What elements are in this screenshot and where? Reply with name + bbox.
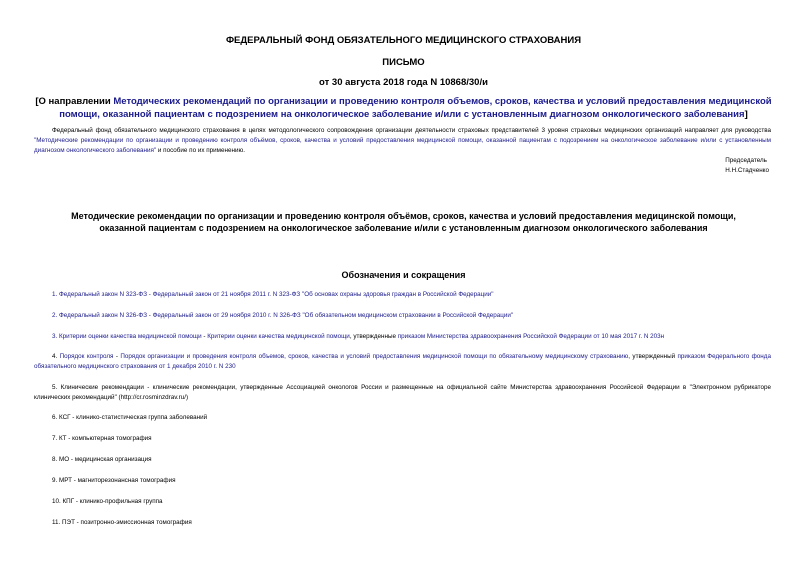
- item-text-pre: 5. Клинические рекомендации - клинические рекомендации, утвержденные Ассоциацией онкологов России и размещенные на официальной сайте Министерства здравоохранения Российской Федерации в "Электронном рубрикаторе клинических рекомендаций" (http://cr.rosminzdrav.ru/): [34, 384, 771, 401]
- item-text-pre: 6. КСГ - клинико-статистическая группа заболеваний: [52, 414, 208, 421]
- title-prefix: [О направлении: [35, 96, 114, 107]
- document-date-number: от 30 августа 2018 года N 10868/30/и: [319, 77, 488, 88]
- list-item: [34, 434, 771, 444]
- item-link-3[interactable]: приказом Министерства здравоохранения Российской Федерации от 10 мая 2017 г. N 203н: [397, 333, 665, 340]
- intro-text-after: и пособие по их применению.: [156, 147, 245, 154]
- signer-position: Председатель: [725, 157, 767, 164]
- list-item: [34, 455, 771, 465]
- item-link[interactable]: 3. Критерии оценки качества медицинской помощи: [52, 333, 202, 340]
- item-link-3[interactable]: приказом Федерального фонда обязательного медицинского страхования от 1 декабря 2010 г. N 230: [34, 353, 771, 370]
- list-item: [34, 413, 771, 423]
- item-text: -: [201, 333, 208, 340]
- item-text-pre: 11. ПЭТ - позитронно-эмиссионная томография: [52, 519, 192, 526]
- document-type: ПИСЬМО: [382, 57, 425, 68]
- item-link-2[interactable]: Порядок организации и проведения контроля объемов, сроков, качества и условий предоставления медицинской помощи по обязательному медицинскому страхованию: [120, 353, 629, 360]
- item-link[interactable]: 1. Федеральный закон N 323-ФЗ - Федеральный закон от 21 ноября 2011 г. N 323-ФЗ "Об основах охраны здоровья граждан в Российской Федерации": [52, 291, 494, 298]
- list-item: [34, 332, 771, 342]
- item-link[interactable]: 2. Федеральный закон N 326-ФЗ - Федеральный закон от 29 ноября 2010 г. N 326-ФЗ "Об обязательном медицинском страховании в Российской Федерации": [52, 312, 514, 319]
- list-item: [34, 311, 771, 321]
- title-suffix: ]: [744, 109, 748, 120]
- list-item: [34, 476, 771, 486]
- item-link-2[interactable]: Критерии оценки качества медицинской помощи: [207, 333, 350, 340]
- list-item: [34, 518, 771, 528]
- item-text-pre: 8. МО - медицинская организация: [52, 456, 152, 463]
- organization-heading: ФЕДЕРАЛЬНЫЙ ФОНД ОБЯЗАТЕЛЬНОГО МЕДИЦИНСКОГО СТРАХОВАНИЯ: [225, 35, 582, 46]
- intro-text-before: Федеральный фонд обязательного медицинского страхования в целях методологического сопровождения организации деятельности страховых представителей 3 уровня страховых медицинских организаций направляет для руководства: [52, 127, 771, 134]
- list-item: [34, 497, 771, 507]
- list-item: [34, 383, 771, 403]
- intro-link[interactable]: "Методические рекомендации по организации и проведению контроля объёмов, сроков, качества и условий предоставления медицинской помощи, оказанной пациентам с подозрением на онкологическое заболевание и/или с установленным диагнозом онкологического заболевания": [34, 137, 771, 154]
- item-text-pre: 9. МРТ - магниторезонансная томография: [52, 477, 176, 484]
- signature-block: [725, 156, 769, 176]
- item-text-2: , утвержденные: [349, 333, 398, 340]
- intro-paragraph: [34, 126, 771, 156]
- document-title: [34, 95, 773, 121]
- item-text: -: [113, 353, 121, 360]
- item-link[interactable]: Порядок контроля: [59, 353, 114, 360]
- abbreviations-heading: Обозначения и сокращения: [341, 270, 466, 280]
- list-item: [34, 290, 771, 300]
- recommendations-title: Методические рекомендации по организации и проведению контроля объёмов, сроков, качества и условий предоставления медицинской помощи, оказанной пациентам с подозрением на онкологическое заболевание и/или с установленным диагнозом онкологического заболевания: [71, 211, 736, 233]
- title-link[interactable]: Методических рекомендаций по организации и проведению контроля объемов, сроков, качества и условий предоставления медицинской помощи, оказанной пациентам с подозрением на онкологическое заболевание и/или с установленным диагнозом онкологического заболевания: [59, 96, 772, 120]
- item-text-pre: 10. КПГ - клинико-профильная группа: [52, 498, 163, 505]
- item-text-pre: 7. КТ - компьютерная томография: [52, 435, 152, 442]
- item-text-2: , утвержденный: [628, 353, 678, 360]
- item-text-pre: 4.: [52, 353, 60, 360]
- signer-name: Н.Н.Стадченко: [725, 167, 769, 174]
- list-item: [34, 352, 771, 372]
